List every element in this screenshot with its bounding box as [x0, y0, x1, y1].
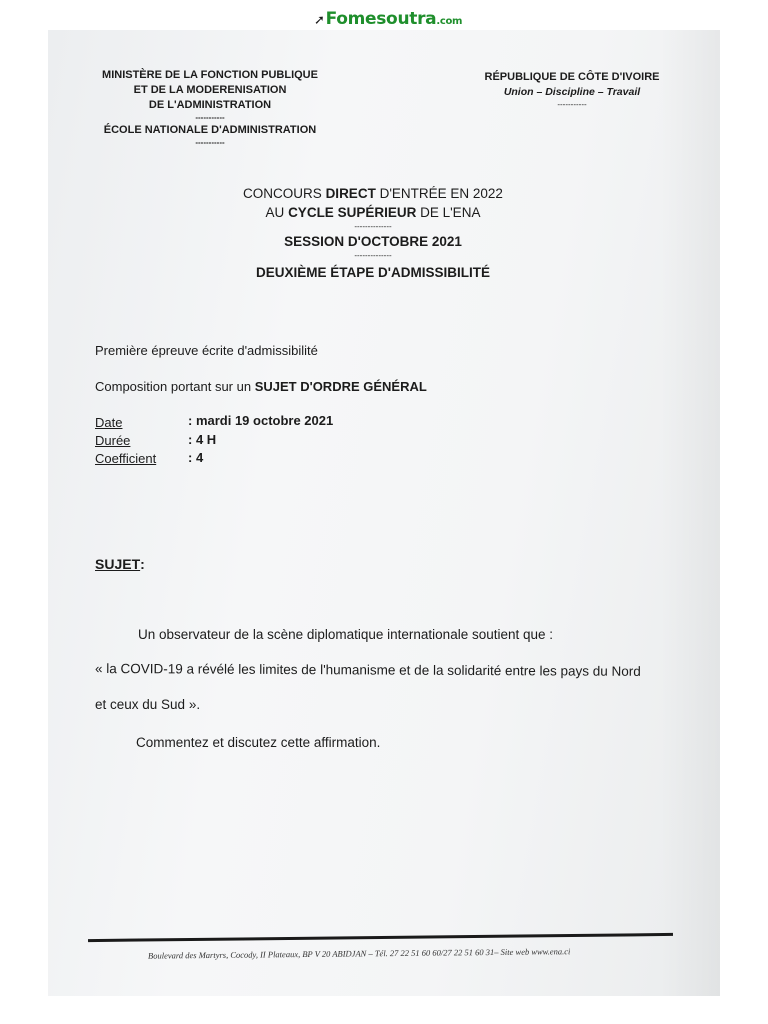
ministry-line-1: MINISTÈRE DE LA FONCTION PUBLIQUE: [102, 69, 318, 81]
watermark-domain: .com: [436, 16, 463, 27]
ministry-line-2: ET DE LA MODERENISATION: [133, 84, 287, 96]
title-line-2: [188, 203, 558, 222]
footer-rule: [88, 933, 673, 942]
sujet-heading: [95, 556, 145, 572]
title-text: D'ENTRÉE EN 2022: [375, 186, 503, 201]
title-text: CONCOURS: [243, 186, 326, 201]
sujet-quote: « la COVID-19 a révélé les limites de l'humanisme et de la solidarité entre les pays du Nord: [94, 661, 641, 679]
date-label: Date: [95, 415, 123, 430]
sujet-paragraph-1: Un observateur de la scène diplomatique internationale soutient que :: [138, 627, 554, 642]
coefficient-value: : 4: [188, 450, 204, 465]
stage-title: DEUXIÈME ÉTAPE D'ADMISSIBILITÉ: [256, 265, 490, 280]
country-name: RÉPUBLIQUE DE CÔTE D'IVOIRE: [484, 71, 660, 83]
title-text: DE L'ENA: [416, 205, 481, 220]
title-separator: --------------: [354, 222, 392, 231]
epreuve-line: Première épreuve écrite d'admissibilité: [95, 343, 318, 358]
coefficient-label: Coefficient: [95, 451, 157, 466]
exam-title-block: [188, 184, 558, 282]
composition-line: [95, 378, 427, 395]
title-separator: --------------: [354, 251, 392, 260]
title-text-bold: CYCLE SUPÉRIEUR: [288, 205, 417, 220]
session-title: SESSION D'OCTOBRE 2021: [284, 234, 462, 249]
composition-subject: SUJET D'ORDRE GÉNÉRAL: [254, 379, 427, 394]
duree-value: : 4 H: [188, 432, 217, 447]
title-text: AU: [265, 205, 289, 220]
sujet-instruction: Commentez et discutez cette affirmation.: [136, 735, 381, 750]
title-text-bold: DIRECT: [325, 186, 376, 201]
header-separator: -----------: [195, 113, 225, 122]
ministry-line-3: DE L'ADMINISTRATION: [148, 99, 272, 111]
national-motto: Union – Discipline – Travail: [503, 86, 641, 98]
arrow-icon: ➚: [314, 13, 325, 28]
sujet-label: SUJET: [95, 556, 141, 572]
document-sheet: [48, 30, 720, 996]
footer-address: Boulevard des Martyrs, Cocody, II Plateaux, BP V 20 ABIDJAN – Tél. 27 22 51 60 60/27 22 51 60 31– Site web www.ena.ci: [147, 946, 571, 961]
header-separator: -----------: [557, 100, 587, 109]
ministry-header: [86, 68, 334, 148]
republic-header: [466, 70, 678, 110]
sujet-colon: :: [140, 556, 145, 572]
sujet-quote-end: et ceux du Sud ».: [95, 697, 201, 712]
duree-label: Durée: [95, 433, 131, 448]
title-line-1: [188, 184, 558, 203]
watermark-logo: [314, 9, 463, 31]
school-name: ÉCOLE NATIONALE D'ADMINISTRATION: [103, 124, 317, 136]
composition-text: Composition portant sur un: [95, 379, 255, 394]
date-value: : mardi 19 octobre 2021: [188, 413, 334, 428]
watermark-brand: Fomesoutra: [325, 9, 437, 29]
header-separator: -----------: [195, 138, 225, 147]
